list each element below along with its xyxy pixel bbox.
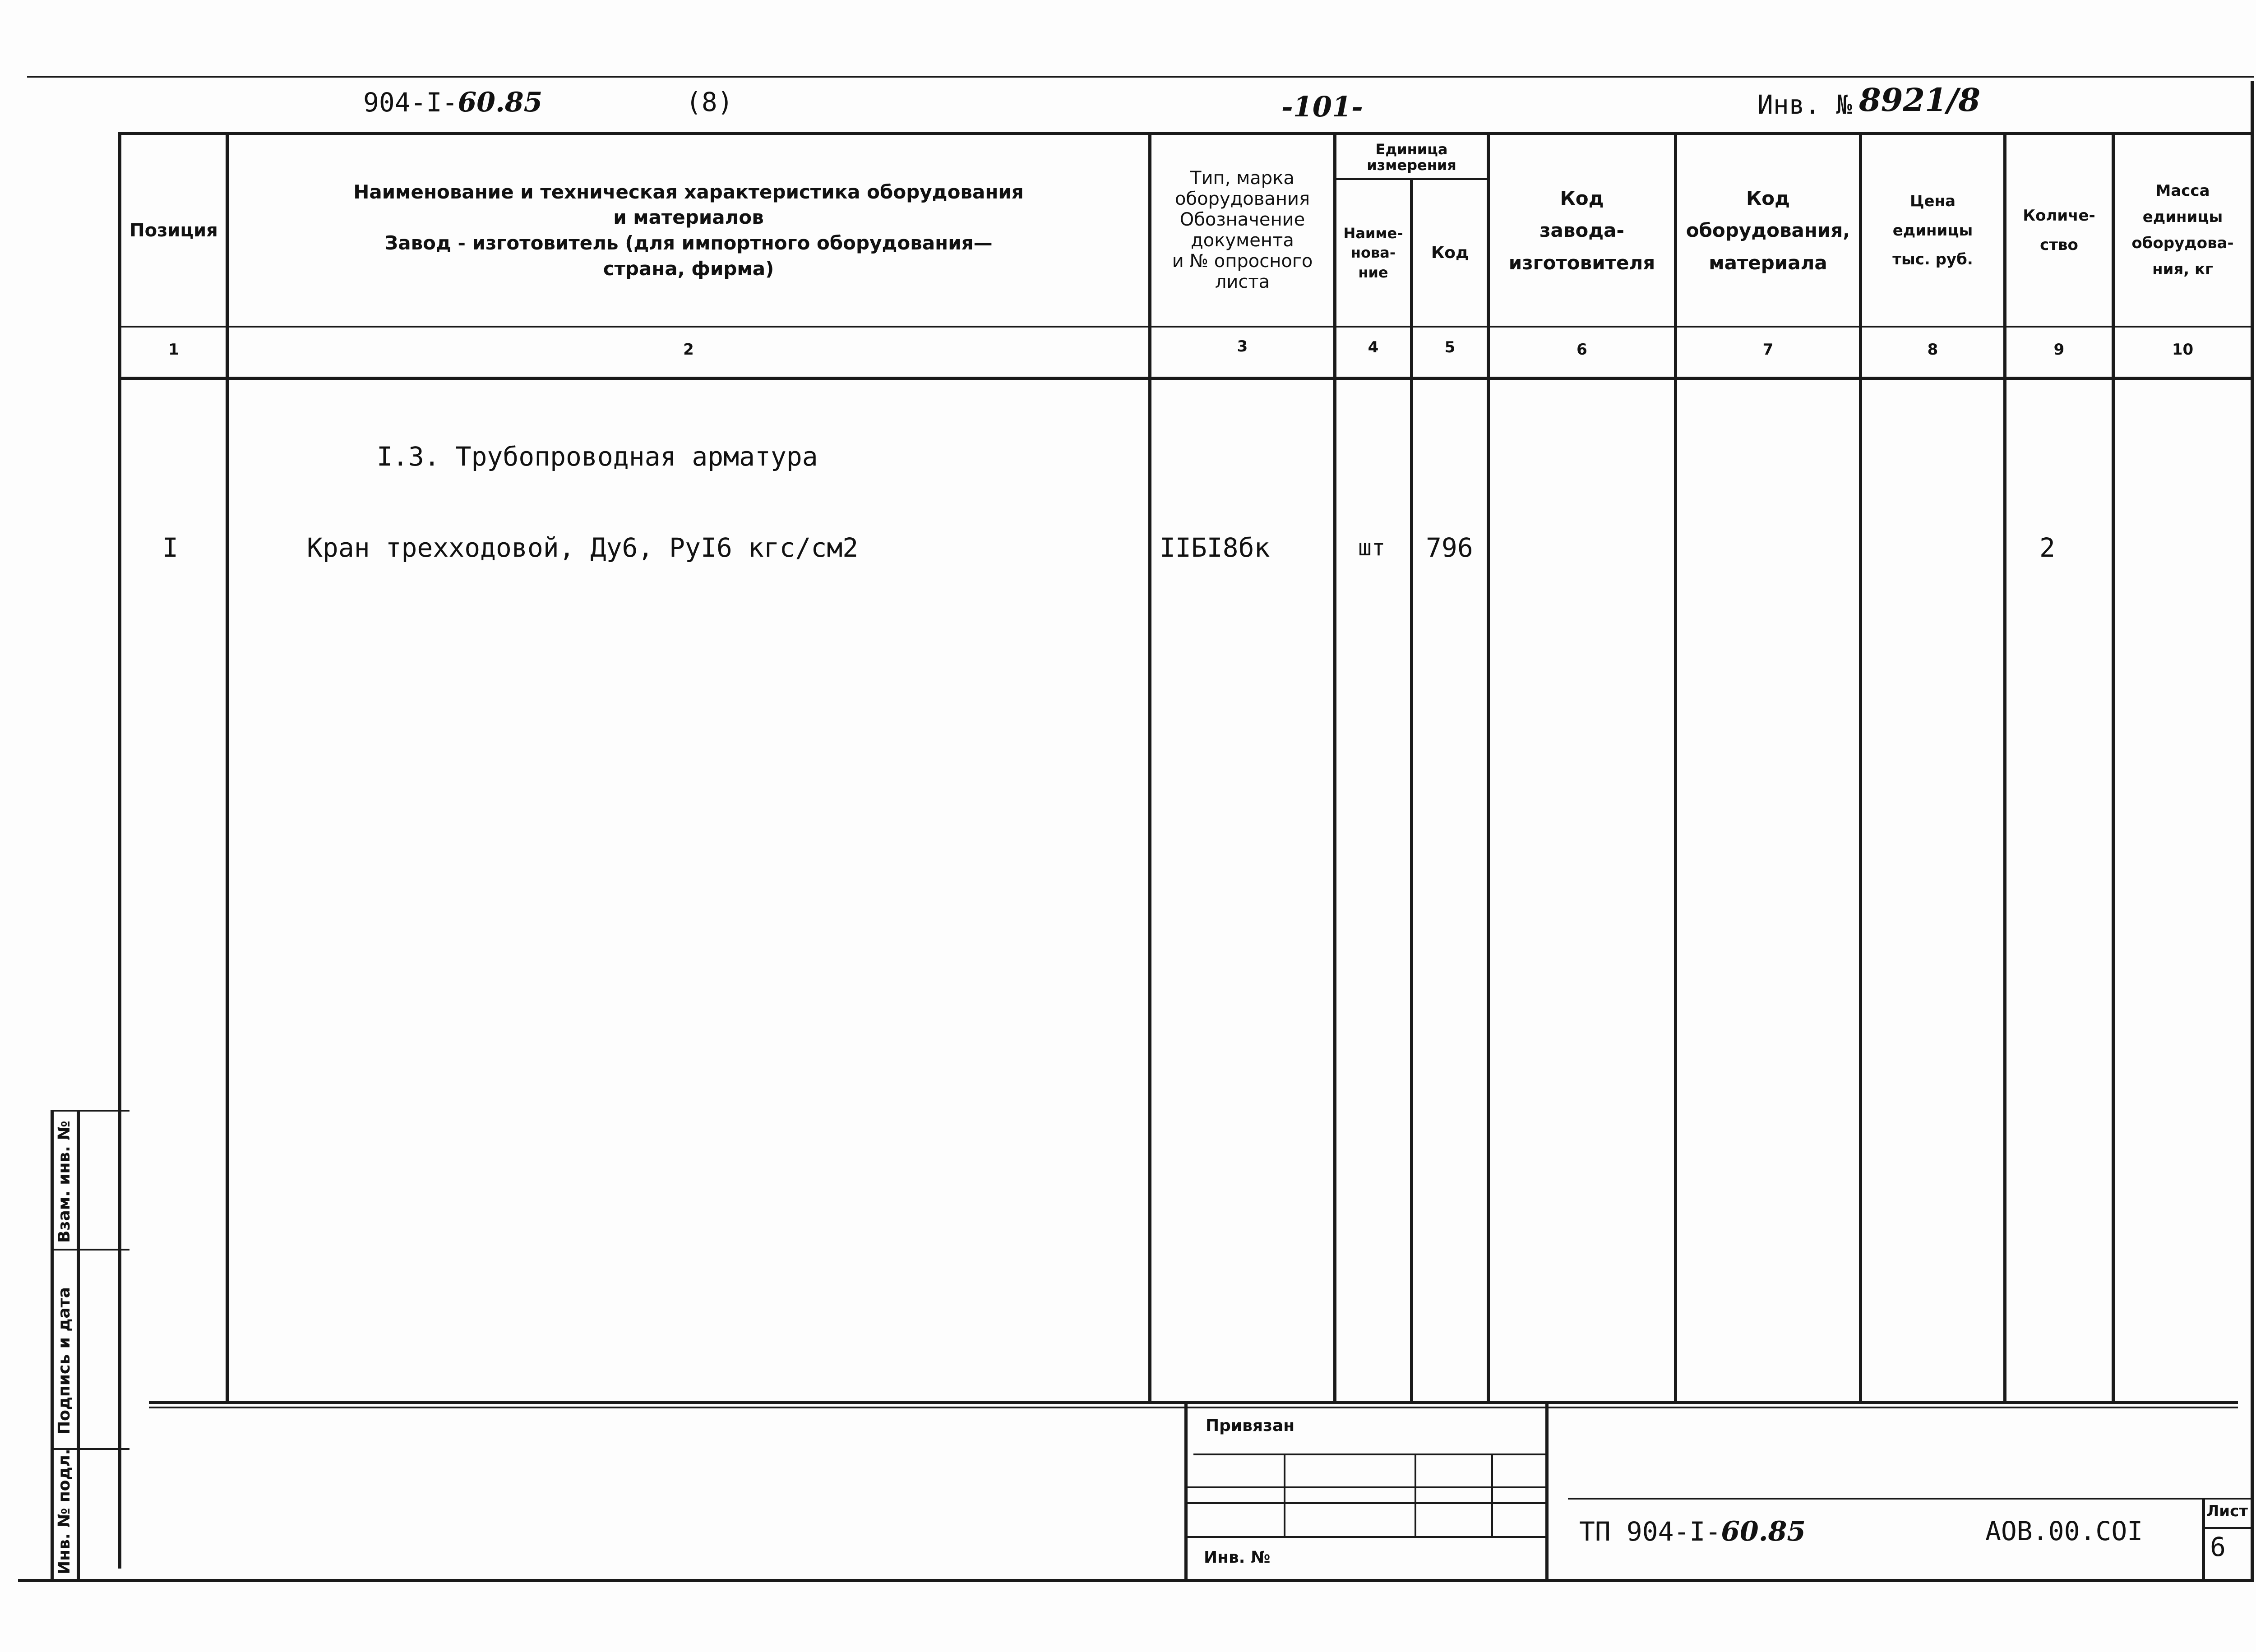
inv-label: Инв. № <box>1757 89 1852 120</box>
col-line-1 <box>226 132 229 1404</box>
unit-group-line <box>1333 178 1487 180</box>
row-unit-code: 796 <box>1426 532 1473 563</box>
col-line-4 <box>1410 178 1413 1404</box>
col-num-3: 3 <box>1237 337 1248 355</box>
row-unit: шт <box>1358 535 1386 561</box>
col-line-3 <box>1333 132 1336 1404</box>
col-header-5: Код <box>1431 243 1469 262</box>
unit-group-header: Единица измерения <box>1367 140 1456 174</box>
colnum-divider <box>118 377 2251 380</box>
col-header-10: Масса единицы оборудова- ния, кг <box>2131 182 2234 278</box>
col-num-2: 2 <box>683 341 694 359</box>
tp-code: ТП 904-I-60.85 <box>1579 1516 1806 1547</box>
col-header-7: Код оборудования, материала <box>1686 187 1850 274</box>
col-header-8: Цена единицы тыс. руб. <box>1892 192 1973 269</box>
row-position: I <box>162 532 178 563</box>
stamp-grid-v3 <box>1491 1454 1493 1536</box>
stamp-box-right <box>1545 1401 1549 1579</box>
title-block-top <box>1568 1498 2251 1500</box>
side-stamp-top <box>51 1110 129 1112</box>
frame-top <box>118 132 2254 135</box>
side-label-sign-date: Подпись и дата <box>55 1287 74 1435</box>
body-bottom-line <box>149 1401 2238 1404</box>
col-line-9 <box>2112 132 2115 1404</box>
inv-number: 8921/8 <box>1859 81 1981 119</box>
stamp-top-line <box>149 1407 2238 1408</box>
col-header-6: Код завода- изготовителя <box>1508 187 1655 274</box>
col-header-4: Наиме- нова- ние <box>1343 225 1403 281</box>
bound-label: Привязан <box>1206 1417 1295 1435</box>
sheet-box-left <box>2202 1498 2205 1579</box>
stamp-grid-v2 <box>1415 1454 1416 1536</box>
col-line-8 <box>2003 132 2006 1404</box>
col-num-7: 7 <box>1762 341 1774 359</box>
col-num-4: 4 <box>1368 338 1379 356</box>
doc-designation: АОВ.00.СОI <box>1985 1516 2143 1546</box>
frame-bottom <box>18 1579 2254 1582</box>
stamp-grid-v1 <box>1284 1454 1285 1536</box>
frame-left <box>118 132 121 1569</box>
col-header-1: Позиция <box>129 220 218 241</box>
side-label-inv-orig: Инв. № подл. <box>55 1449 74 1574</box>
col-header-9: Количе- ство <box>2023 207 2095 254</box>
col-num-6: 6 <box>1576 341 1587 359</box>
frame-right <box>2251 81 2254 1581</box>
col-num-9: 9 <box>2053 341 2065 359</box>
sheet-paren: (8) <box>686 87 733 117</box>
doc-code: 904-I-60.85 <box>363 87 543 118</box>
side-label-replace-inv: Взам. инв. № <box>55 1121 74 1243</box>
col-num-1: 1 <box>168 341 179 359</box>
col-num-8: 8 <box>1927 341 1938 359</box>
col-line-7 <box>1859 132 1862 1404</box>
col-num-10: 10 <box>2172 341 2194 359</box>
side-stamp-left <box>51 1110 54 1579</box>
page-number: -101- <box>1281 90 1363 123</box>
col-header-3: Тип, марка оборудования Обозначение документа и № опросного листа <box>1172 168 1313 292</box>
col-header-2: Наименование и техническая характеристика оборудования и материалов Завод - изготовитель (для импортного оборудования— страна, фирма) <box>353 180 1024 280</box>
col-num-5: 5 <box>1444 338 1456 356</box>
sheet-number: 6 <box>2210 1532 2226 1562</box>
top-border-line <box>27 76 2254 78</box>
col-line-5 <box>1487 132 1490 1404</box>
stamp-grid-h4 <box>1184 1536 1545 1538</box>
row-name: Кран трехходовой, Ду6, РуI6 кгс/см2 <box>307 532 859 563</box>
stamp-inv-no-label: Инв. № <box>1204 1548 1271 1567</box>
row-type: IIБI8бк <box>1160 532 1270 563</box>
col-line-2 <box>1148 132 1151 1404</box>
section-title: I.3. Трубопроводная арматура <box>377 441 818 472</box>
sheet-box-div <box>2202 1527 2251 1529</box>
side-stamp-div1 <box>51 1249 129 1251</box>
header-divider <box>118 326 2251 328</box>
stamp-box-left <box>1184 1401 1188 1579</box>
side-stamp-mid <box>77 1110 80 1579</box>
sheet-label: Лист <box>2206 1502 2248 1520</box>
col-line-6 <box>1674 132 1677 1404</box>
row-quantity: 2 <box>2039 532 2055 563</box>
